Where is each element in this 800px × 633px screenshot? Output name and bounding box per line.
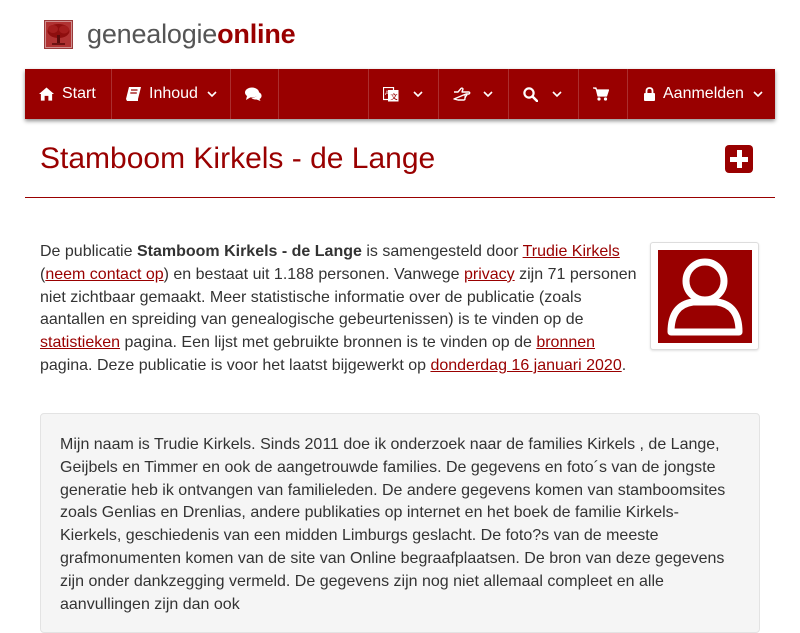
comments-icon	[245, 87, 262, 101]
author-avatar-card[interactable]	[650, 242, 759, 350]
intro-text-7: pagina. Deze publicatie is voor het laatst bijgewerkt op	[40, 356, 431, 374]
publication-name: Stamboom Kirkels - de Lange	[136, 243, 362, 260]
title-divider	[25, 197, 775, 198]
intro-text-2: is samengesteld door	[361, 243, 523, 260]
main-navbar	[25, 69, 775, 119]
author-description-text: Mijn naam is Trudie Kirkels. Sinds 2011 doe ik onderzoek naar de families Kirkels , de Lange, Geijbels en Timmer en ook de aangetrouwde families. De gegevens en foto´s van de jongste generatie heb ik ontvangen van familieleden. De andere gegevens komen van stamboomsites zoals Genlias en Drenlias, andere publikaties op internet en het boek de familie Kirkels-Kierkels, geschiedenis van een midden Limburgs geslacht. De foto?s van de meeste grafmonumenten komen van de site van Online begraafplaatsen. De bron van deze gegevens zijn onder dankzegging vermeld. De gegevens zijn nog niet allemaal compleet en alle aanvullingen zijn dan ook	[60, 436, 726, 613]
intro-text-5: zijn 71 personen niet zichtbaar gemaakt. Meer statistische informatie over de publicatie (zoals aantallen en spreiding van genealogische gebeurtenissen) is te vinden op de	[40, 265, 637, 329]
logo-text-part2: online	[217, 19, 296, 49]
author-link[interactable]: Trudie Kirkels	[522, 243, 620, 260]
home-icon	[39, 87, 54, 101]
chevron-down-icon	[552, 91, 562, 98]
chevron-down-icon	[753, 91, 763, 98]
user-avatar-icon	[658, 250, 752, 343]
plus-square-icon[interactable]	[725, 145, 753, 173]
intro-paragraph	[40, 241, 640, 378]
intro-text-3: (	[40, 265, 46, 283]
nav-cart[interactable]	[578, 69, 628, 119]
cart-icon	[593, 87, 609, 101]
language-icon	[383, 87, 399, 102]
nav-inhoud[interactable]	[112, 69, 231, 119]
nav-search[interactable]	[508, 69, 578, 119]
site-header	[0, 0, 800, 69]
author-description-box	[40, 413, 760, 633]
nav-forum[interactable]	[231, 69, 279, 119]
nav-language[interactable]	[368, 69, 438, 119]
intro-text-1: De publicatie	[40, 243, 137, 260]
privacy-link[interactable]: privacy	[463, 265, 515, 283]
lock-icon	[644, 87, 655, 101]
page-title: Stamboom Kirkels - de Lange	[40, 142, 436, 175]
search-icon	[523, 87, 538, 102]
nav-start-label: Start	[62, 85, 96, 102]
sources-link[interactable]: bronnen	[536, 334, 596, 352]
nav-inhoud-label: Inhoud	[149, 85, 198, 102]
nav-start[interactable]	[25, 69, 112, 119]
intro-text-4: ) en bestaat uit 1.188 personen. Vanwege	[163, 265, 464, 283]
intro-text-8: .	[621, 356, 627, 374]
nav-hand[interactable]	[438, 69, 508, 119]
nav-login[interactable]	[630, 69, 775, 119]
statistics-link[interactable]: statistieken	[40, 334, 121, 352]
contact-link[interactable]: neem contact op	[45, 265, 164, 283]
hand-pointer-icon	[453, 87, 471, 101]
chevron-down-icon	[207, 91, 217, 98]
chevron-down-icon	[413, 91, 423, 98]
svg-text:A: A	[385, 90, 390, 97]
logo-text-part1: genealogie	[87, 19, 218, 49]
chevron-down-icon	[483, 91, 493, 98]
intro-text-6: pagina. Een lijst met gebruikte bronnen is te vinden op de	[120, 334, 537, 352]
book-icon	[126, 87, 141, 101]
site-logo-text[interactable]	[87, 17, 295, 51]
svg-text:文: 文	[390, 93, 398, 101]
last-updated-link[interactable]: donderdag 16 januari 2020	[430, 356, 622, 374]
nav-login-label: Aanmelden	[663, 85, 744, 102]
tree-icon[interactable]	[44, 20, 73, 49]
